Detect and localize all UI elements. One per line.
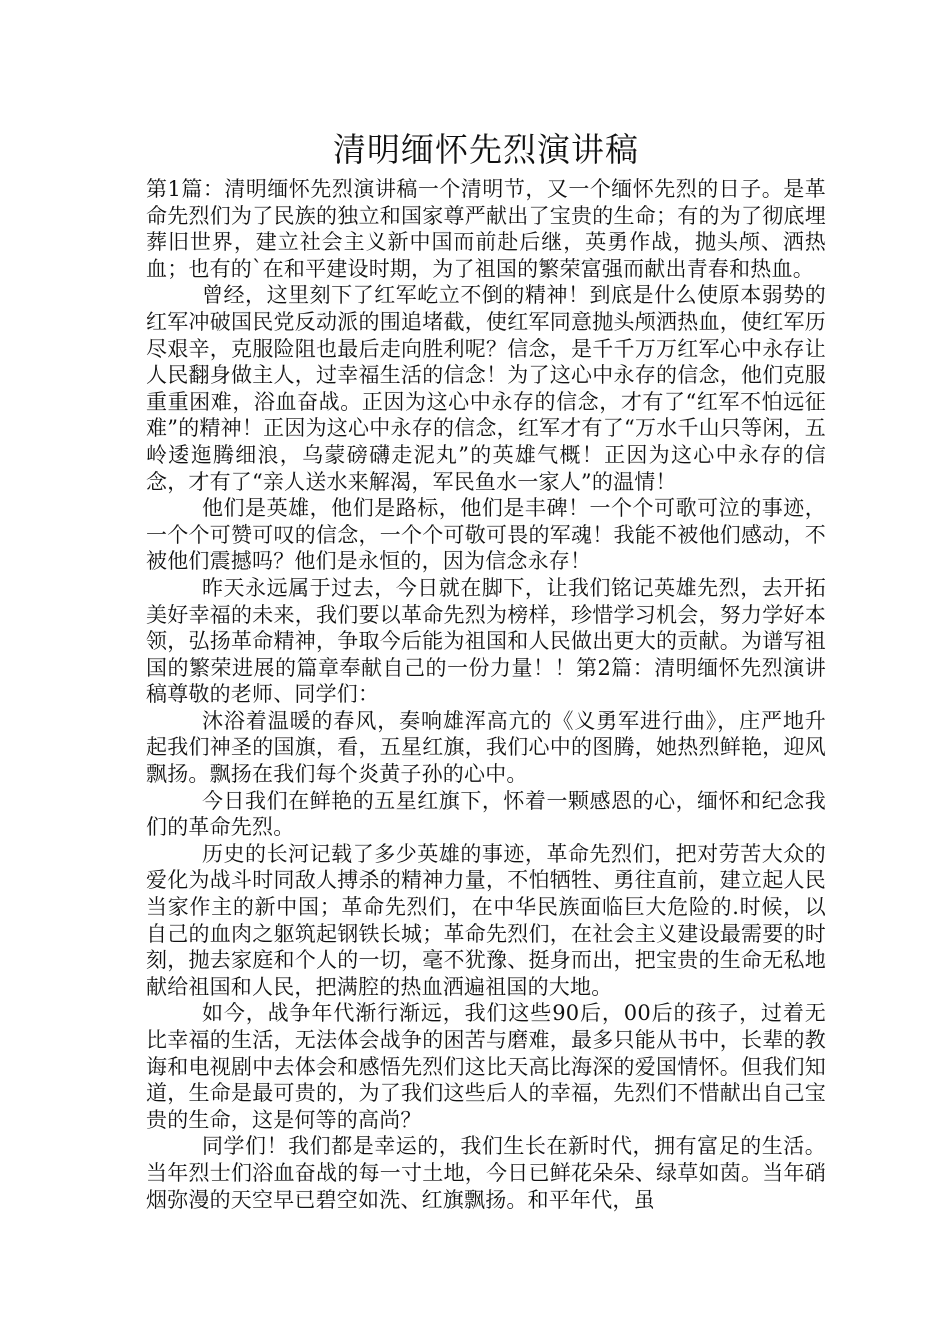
paragraph-6: 今日我们在鲜艳的五星红旗下，怀着一颗感恩的心，缅怀和纪念我们的革命先烈。: [146, 788, 826, 840]
document-title: 清明缅怀先烈演讲稿: [333, 130, 639, 169]
paragraph-4: 昨天永远属于过去，今日就在脚下，让我们铭记英雄先烈，去开拓美好幸福的未来，我们要以革命先烈为榜样，珍惜学习机会，努力学好本领，弘扬革命精神，争取今后能为祖国和人民做出更大的贡献。为谱写祖国的繁荣进展的篇章奉献自己的一份力量！！第2篇：清明缅怀先烈演讲稿尊敬的老师、同学们：: [146, 575, 826, 707]
paragraph-9: 同学们！我们都是幸运的，我们生长在新时代，拥有富足的生活。当年烈士们浴血奋战的每一寸土地，今日已鲜花朵朵、绿草如茵。当年硝烟弥漫的天空早已碧空如洗、红旗飘扬。和平年代，虽: [146, 1134, 826, 1212]
paragraph-2: 曾经，这里刻下了红军屹立不倒的精神！到底是什么使原本弱势的红军冲破国民党反动派的围追堵截，使红军同意抛头颅洒热血，使红军历尽艰辛，克服险阻也最后走向胜利呢？信念，是千千万万红军心中永存让人民翻身做主人，过幸福生活的信念！为了这心中永存的信念，他们克服重重困难，浴血奋战。正因为这心中永存的信念，才有了“红军不怕远征难”的精神！正因为这心中永存的信念，红军才有了“万水千山只等闲，五岭逶迤腾细浪，乌蒙磅礴走泥丸”的英雄气概！正因为这心中永存的信念，才有了“亲人送水来解渴，军民鱼水一家人”的温情！: [146, 283, 826, 494]
paragraph-7: 历史的长河记载了多少英雄的事迹，革命先烈们，把对劳苦大众的爱化为战斗时同敌人搏杀的精神力量，不怕牺牲、勇往直前，建立起人民当家作主的新中国；革命先烈们，在中华民族面临巨大危险的.时候，以自己的血肉之躯筑起钢铁长城；革命先烈们，在社会主义建设最需要的时刻，抛去家庭和个人的一切，毫不犹豫、挺身而出，把宝贵的生命无私地献给祖国和人民，把满腔的热血洒遍祖国的大地。: [146, 841, 826, 999]
paragraph-8: 如今，战争年代渐行渐远，我们这些90后，00后的孩子，过着无比幸福的生活，无法体会战争的困苦与磨难，最多只能从书中，长辈的教诲和电视剧中去体会和感悟先烈们这比天高比海深的爱国情怀。但我们知道，生命是最可贵的，为了我们这些后人的幸福，先烈们不惜献出自己宝贵的生命，这是何等的高尚？: [146, 1001, 826, 1132]
document-page: [146, 128, 826, 1213]
paragraph-3: 他们是英雄，他们是路标，他们是丰碑！一个个可歌可泣的事迹，一个个可赞可叹的信念，一个个可敬可畏的军魂！我能不被他们感动，不被他们震撼吗？他们是永恒的，因为信念永存！: [146, 496, 826, 574]
paragraph-1: 第1篇：清明缅怀先烈演讲稿一个清明节，又一个缅怀先烈的日子。是革命先烈们为了民族的独立和国家尊严献出了宝贵的生命；有的为了彻底埋葬旧世界，建立社会主义新中国而前赴后继，英勇作战，抛头颅、洒热血；也有的`在和平建设时期，为了祖国的繁荣富强而献出青春和热血。: [146, 177, 826, 281]
paragraph-5: 沐浴着温暖的春风，奏响雄浑高亢的《义勇军进行曲》，庄严地升起我们神圣的国旗，看，五星红旗，我们心中的图腾，她热烈鲜艳，迎风飘扬。飘扬在我们每个炎黄子孙的心中。: [146, 708, 826, 787]
